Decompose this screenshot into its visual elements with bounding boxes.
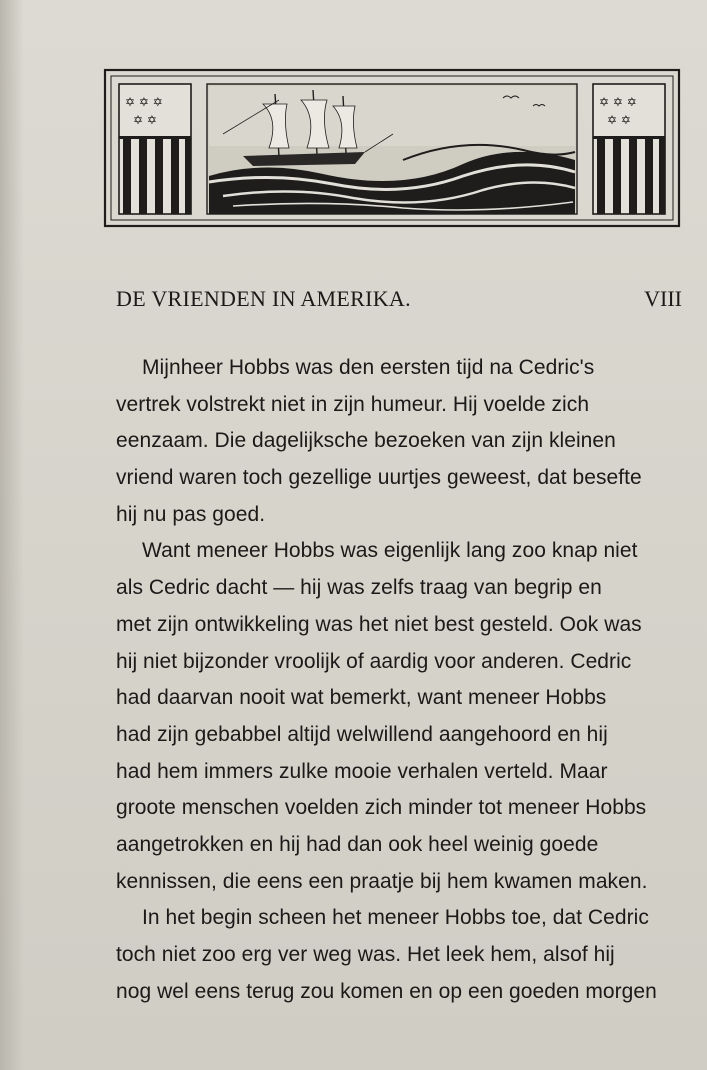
text-line: Want meneer Hobbs was eigenlijk lang zoo knap niet — [142, 539, 638, 563]
text-line: In het begin scheen het meneer Hobbs toe, dat Cedric — [142, 906, 649, 930]
svg-text:✡ ✡ ✡: ✡ ✡ ✡ — [125, 95, 163, 109]
chapter-header — [116, 286, 688, 320]
text-line: vriend waren toch gezellige uurtjes geweest, dat besefte — [116, 466, 642, 490]
svg-text:✡ ✡: ✡ ✡ — [607, 113, 631, 127]
svg-text:✡ ✡: ✡ ✡ — [133, 113, 157, 127]
text-line: eenzaam. Die dagelijksche bezoeken van zijn kleinen — [116, 429, 616, 453]
text-line: groote menschen voelden zich minder tot meneer Hobbs — [116, 796, 647, 820]
chapter-number: VIII — [644, 286, 682, 311]
text-line: hij nu pas goed. — [116, 502, 266, 526]
body-text — [116, 350, 688, 1010]
chapter-title: DE VRIENDEN IN AMERIKA. — [116, 286, 411, 311]
right-flag-shield — [593, 84, 665, 214]
sea-scene — [207, 84, 577, 214]
text-line: had zijn gebabbel altijd welwillend aangehoord en hij — [116, 722, 608, 746]
text-line: met zijn ontwikkeling was het niet best gesteld. Ook was — [116, 612, 642, 636]
text-line: hij niet bijzonder vroolijk of aardig voor anderen. Cedric — [116, 649, 632, 673]
text-line: nog wel eens terug zou komen en op een goeden morgen — [116, 979, 657, 1003]
text-line: had daarvan nooit wat bemerkt, want meneer Hobbs — [116, 686, 607, 710]
left-flag-shield — [119, 84, 191, 214]
text-line: kennissen, die eens een praatje bij hem kwamen maken. — [116, 869, 648, 893]
text-line: aangetrokken en hij had dan ook heel weinig goede — [116, 832, 599, 856]
text-line: toch niet zoo erg ver weg was. Het leek hem, alsof hij — [116, 943, 615, 966]
ship-flags-vignette — [103, 64, 683, 232]
text-line: als Cedric dacht — hij was zelfs traag van begrip en — [116, 576, 602, 600]
text-line: vertrek volstrekt niet in zijn humeur. Hij voelde zich — [116, 392, 590, 416]
text-line: Mijnheer Hobbs was den eersten tijd na Cedric's — [142, 356, 595, 379]
text-line: had hem immers zulke mooie verhalen verteld. Maar — [116, 759, 608, 783]
svg-text:✡ ✡ ✡: ✡ ✡ ✡ — [599, 95, 637, 109]
